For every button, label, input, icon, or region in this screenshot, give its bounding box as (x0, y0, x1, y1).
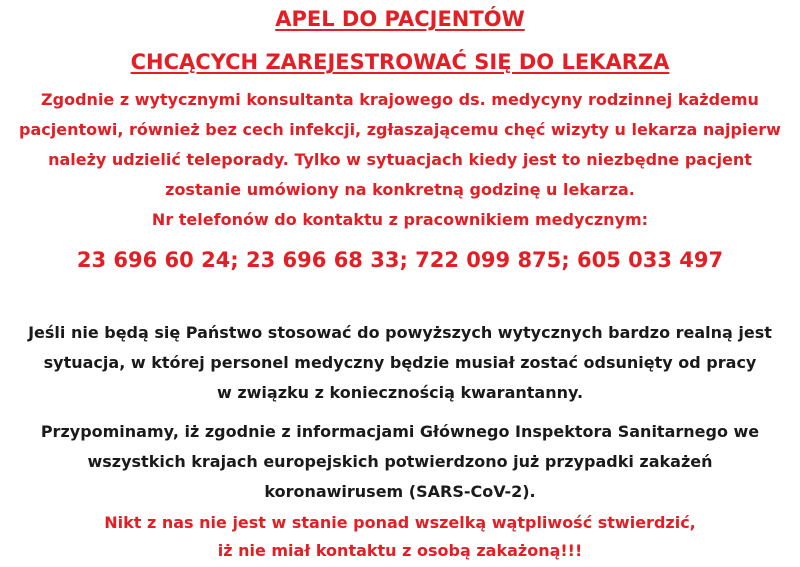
intro-line-2: pacjentowi, również bez cech infekcji, zgłaszającemu chęć wizyty u lekarza najpierw (19, 120, 781, 139)
title-line-2: CHCĄCYCH ZAREJESTROWAĆ SIĘ DO LEKARZA (130, 50, 670, 74)
intro-line-4: zostanie umówiony na konkretną godzinę u lekarza. (165, 180, 635, 199)
closing-line-2: iż nie miał kontaktu z osobą zakażoną!!! (217, 541, 583, 560)
intro-line-3: należy udzielić teleporady. Tylko w sytuacjach kiedy jest to niezbędne pacjent (48, 150, 752, 169)
warning-line-2: sytuacja, w której personel medyczny będzie musiał zostać odsunięty od pracy (43, 353, 757, 372)
warning-line-3: w związku z koniecznością kwarantanny. (216, 383, 584, 402)
warning-line-1: Jeśli nie będą się Państwo stosować do powyższych wytycznych bardzo realną jest (28, 323, 772, 342)
contact-label: Nr telefonów do kontaktu z pracownikiem medycznym: (151, 210, 649, 229)
reminder-line-1: Przypominamy, iż zgodnie z informacjami Głównego Inspektora Sanitarnego we (40, 422, 760, 441)
phone-numbers: 23 696 60 24; 23 696 68 33; 722 099 875; 605 033 497 (76, 248, 724, 272)
reminder-line-3: koronawirusem (SARS-CoV-2). (264, 482, 536, 501)
intro-line-1: Zgodnie z wytycznymi konsultanta krajowego ds. medycyny rodzinnej każdemu (41, 90, 759, 109)
reminder-line-2: wszystkich krajach europejskich potwierdzono już przypadki zakażeń (87, 452, 713, 471)
title-line-1: APEL DO PACJENTÓW (275, 7, 525, 31)
closing-line-1: Nikt z nas nie jest w stanie ponad wszelką wątpliwość stwierdzić, (104, 513, 696, 532)
